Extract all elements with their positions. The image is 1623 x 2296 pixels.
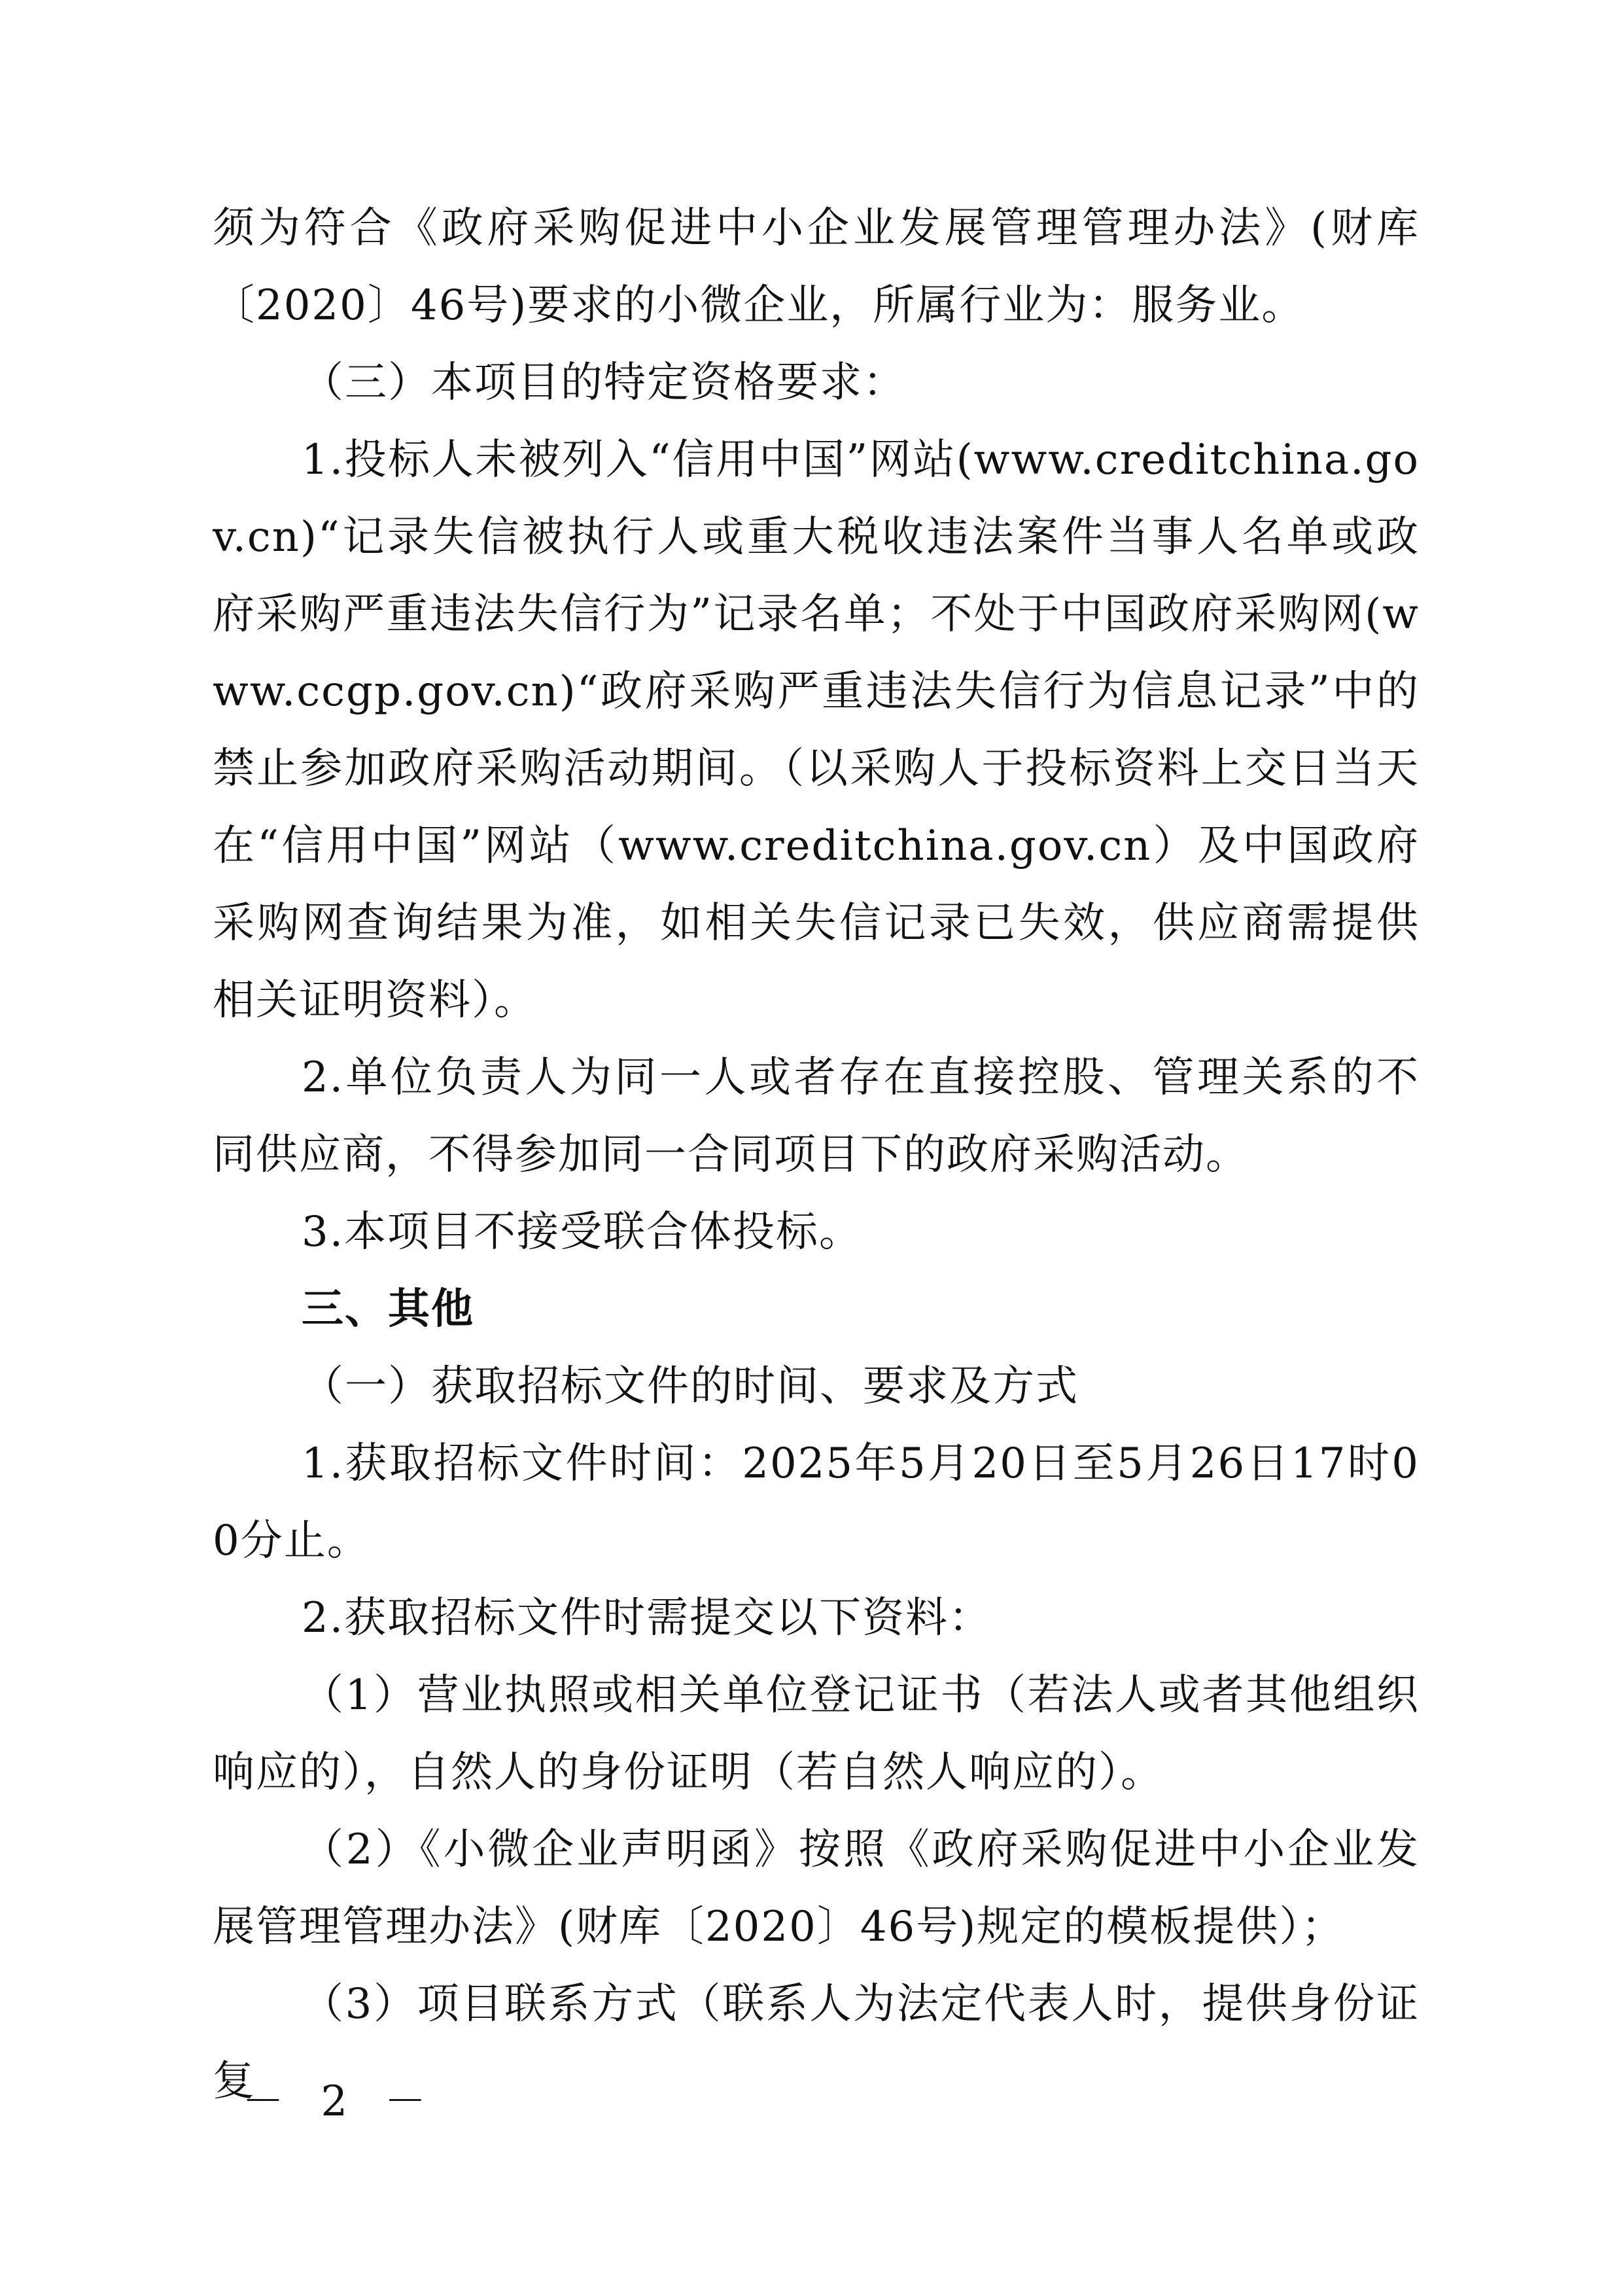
paragraph-obtain-time: 1.获取招标文件时间：2025年5月20日至5月26日17时00分止。: [213, 1439, 1420, 1565]
document-body: [213, 190, 1420, 2120]
paragraph-required-materials: 2.获取招标文件时需提交以下资料：: [302, 1594, 992, 1642]
paragraph-sme-requirement: 须为符合《政府采购促进中小企业发展管理管理办法》(财库〔2020〕46号)要求的小微企业，所属行业为：服务业。: [213, 204, 1420, 330]
section-specific-qualifications: （三）本项目的特定资格要求：: [302, 359, 906, 407]
paragraph-business-license: （1）营业执照或相关单位登记证书（若法人或者其他组织响应的），自然人的身份证明（若自然人响应的）。: [213, 1671, 1420, 1797]
heading-other: 三、其他: [302, 1285, 474, 1333]
paragraph-sme-declaration: （2）《小微企业声明函》按照《政府采购促进中小企业发展管理管理办法》(财库〔2020〕46号)规定的模板提供）；: [213, 1826, 1420, 1951]
page-number: － 2 －: [242, 2077, 438, 2126]
paragraph-credit-requirement: 1.投标人未被列入“信用中国”网站(www.creditchina.gov.cn)“记录失信被执行人或重大税收违法案件当事人名单或政府采购严重违法失信行为”记录名单；不处于中国政府采购网(www.ccgp.gov.cn)“政府采购严重违法失信行为信息记录”中的禁止参加政府采购活动期间。（以采购人于投标资料上交日当天在“信用中国”网站（www.creditchina.gov.cn）及中国政府采购网查询结果为准，如相关失信记录已失效，供应商需提供相关证明资料）。: [213, 436, 1420, 1025]
paragraph-contact-info: （3）项目联系方式（联系人为法定代表人时，提供身份证复: [213, 1980, 1420, 2106]
paragraph-no-consortium: 3.本项目不接受联合体投标。: [302, 1208, 863, 1256]
section-obtain-documents: （一）获取招标文件的时间、要求及方式: [302, 1362, 1079, 1411]
paragraph-same-person-restriction: 2.单位负责人为同一人或者存在直接控股、管理关系的不同供应商，不得参加同一合同项目下的政府采购活动。: [213, 1053, 1420, 1179]
